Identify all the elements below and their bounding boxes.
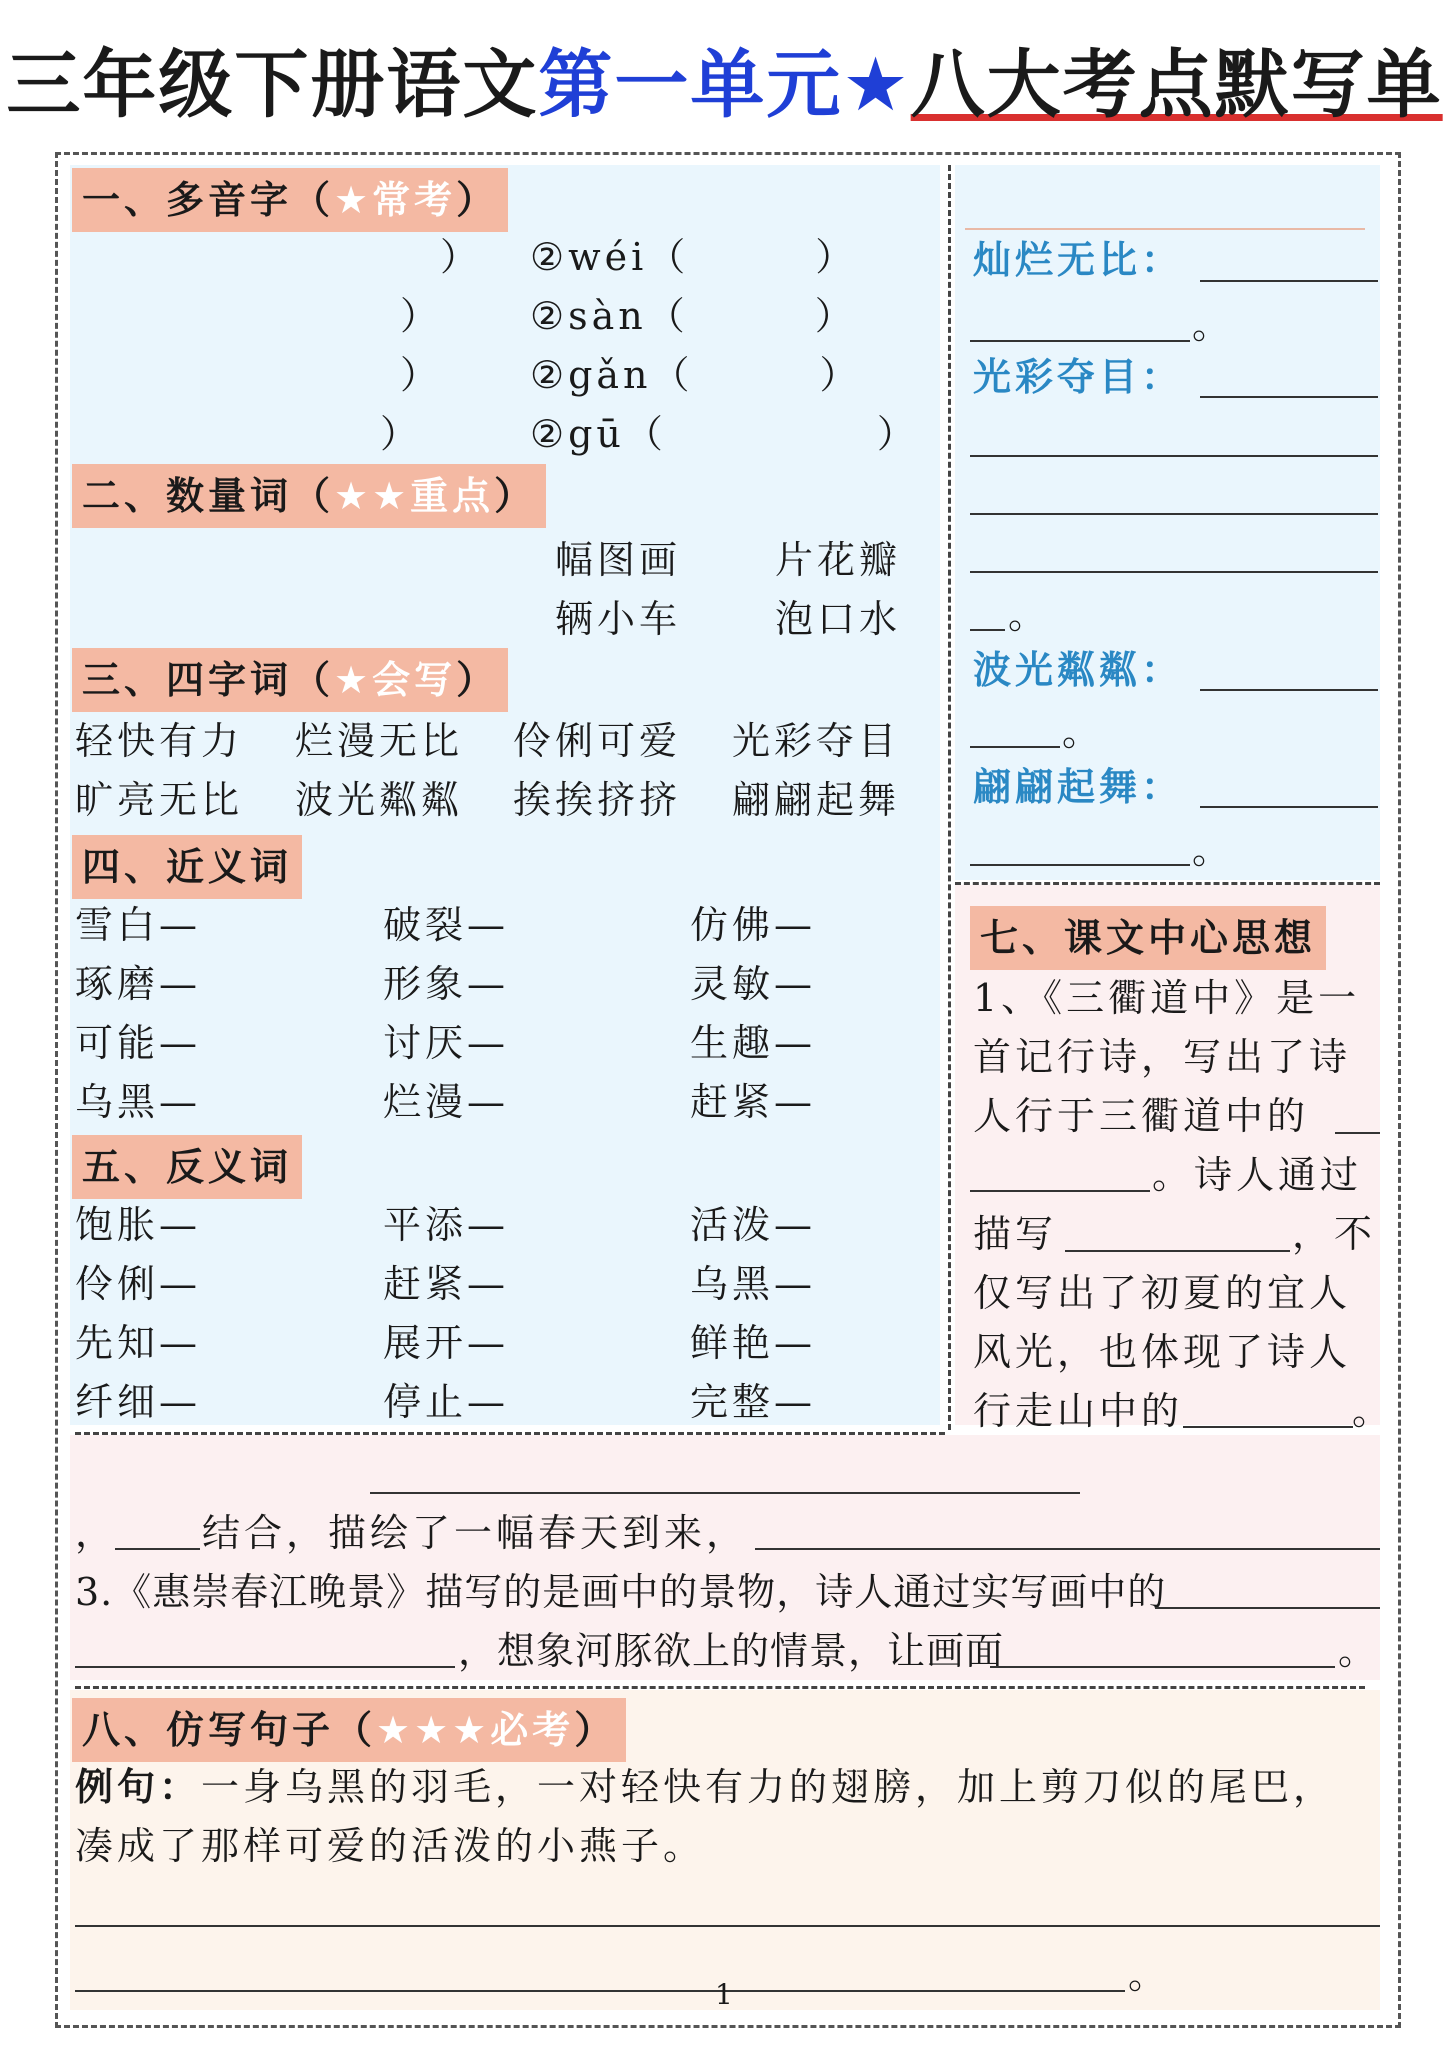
summary-line: 人行于三衢道中的 — [973, 1094, 1310, 1138]
continuation-text: 。 — [1338, 1629, 1381, 1673]
answer-line — [970, 571, 1378, 573]
antonym-item: 纤细— — [75, 1380, 202, 1424]
synonym-item: 讨厌— — [383, 1021, 510, 1065]
summary-line: ，不 — [1292, 1212, 1377, 1256]
synonym-item: 仿佛— — [690, 903, 817, 947]
antonym-item: 完整— — [690, 1380, 817, 1424]
summary-line: 行走山中的 — [973, 1389, 1184, 1433]
synonym-item: 灵敏— — [690, 962, 817, 1006]
synonym-item: 雪白— — [75, 903, 202, 947]
page-number: 1 — [715, 1978, 737, 2011]
answer-line — [970, 629, 1005, 631]
answer-line — [115, 1548, 200, 1550]
blurred-text — [80, 235, 96, 285]
section-3-tag: ★会写 — [334, 658, 457, 702]
answer-line — [1200, 806, 1378, 808]
four-char-word: 伶俐可爱 — [513, 719, 682, 763]
antonym-item: 赶紧— — [383, 1262, 510, 1306]
s1-left-4: ） — [380, 412, 423, 456]
answer-line — [970, 864, 1190, 866]
antonym-item: 活泼— — [690, 1203, 817, 1247]
section-1-heading: 一、多音字（★常考） — [72, 168, 508, 232]
summary-line: 首记行诗，写出了诗 — [973, 1035, 1352, 1079]
right-header-line — [965, 228, 1365, 230]
synonym-item: 赶紧— — [690, 1080, 817, 1124]
s1-left-3: ） — [400, 353, 443, 397]
synonym-item: 乌黑— — [75, 1080, 202, 1124]
section-2-heading: 二、数量词（★★重点） — [72, 464, 546, 528]
continuation-text: 结合，描绘了一幅春天到来， — [202, 1511, 749, 1555]
section-3-heading: 三、四字词（★会写） — [72, 648, 508, 712]
title-part-grade: 三年级下册语文 — [6, 42, 539, 128]
summary-line: 1、《三衢道中》是一 — [973, 976, 1361, 1020]
s1-left-2: ） — [400, 294, 443, 338]
four-char-word: 波光粼粼 — [295, 778, 464, 822]
measure-word-1: 幅图画 — [555, 538, 682, 582]
section-4-heading: 四、近义词 — [72, 835, 302, 899]
summary-line: 仅写出了初夏的宜人 — [973, 1271, 1352, 1315]
antonym-item: 鲜艳— — [690, 1321, 817, 1365]
synonym-item: 琢磨— — [75, 962, 202, 1006]
section-5-heading: 五、反义词 — [72, 1135, 302, 1199]
four-char-word: 烂漫无比 — [295, 719, 464, 763]
answer-line — [990, 1666, 1335, 1668]
antonym-item: 先知— — [75, 1321, 202, 1365]
answer-line — [970, 746, 1060, 748]
synonym-item: 形象— — [383, 962, 510, 1006]
period-mark: 。 — [1192, 303, 1235, 347]
title-part-unit: 第一单元★ — [538, 42, 911, 128]
four-char-word: 旷亮无比 — [75, 778, 244, 822]
answer-line — [75, 1925, 1380, 1927]
answer-line — [1200, 689, 1378, 691]
answer-line — [970, 455, 1378, 457]
section-2-tag: ★★重点 — [334, 474, 495, 518]
section-8-heading: 八、仿写句子（★★★必考） — [72, 1698, 626, 1762]
synonym-item: 可能— — [75, 1021, 202, 1065]
example-sentence-2: 凑成了那样可爱的活泼的小燕子。 — [75, 1824, 706, 1868]
antonym-item: 停止— — [383, 1380, 510, 1424]
answer-line — [1155, 1607, 1380, 1609]
continuation-text: ， — [75, 1511, 118, 1555]
four-char-word: 翩翩起舞 — [732, 778, 901, 822]
measure-word-2: 片花瓣 — [775, 538, 902, 582]
answer-line — [1200, 396, 1378, 398]
column-divider — [948, 165, 951, 1430]
synonym-item: 生趣— — [690, 1021, 817, 1065]
section-7-heading: 七、课文中心思想 — [970, 906, 1326, 970]
answer-line — [755, 1548, 1380, 1550]
s1-right-1: ②wéi（ ） — [530, 235, 858, 279]
title-part-topic: 八大考点默写单 — [910, 42, 1443, 128]
example-label: 例句： — [75, 1764, 202, 1809]
continuation-text: ，想象河豚欲上的情景，让画面 — [458, 1629, 1005, 1673]
antonym-item: 乌黑— — [690, 1262, 817, 1306]
synonym-item: 破裂— — [383, 903, 510, 947]
four-char-word: 轻快有力 — [75, 719, 244, 763]
answer-line — [970, 1190, 1150, 1192]
continuation-text: 3.《惠崇春江晚景》描写的是画中的景物，诗人通过实写画中的 — [75, 1570, 1167, 1614]
s1-right-2: ②sàn（ ） — [530, 294, 857, 338]
s1-right-3: ②gǎn（ ） — [530, 353, 862, 397]
antonym-item: 伶俐— — [75, 1262, 202, 1306]
answer-line — [370, 1492, 1080, 1494]
page-title — [0, 40, 1449, 130]
example-sentence-1: 例句：一身乌黑的羽毛，一对轻快有力的翅膀，加上剪刀似的尾巴， — [75, 1764, 1336, 1809]
s1-left-1: ） — [440, 235, 483, 279]
summary-line: 风光，也体现了诗人 — [973, 1330, 1352, 1374]
antonym-item: 展开— — [383, 1321, 510, 1365]
period-mark: 。 — [1062, 710, 1105, 754]
four-char-word: 光彩夺目 — [732, 719, 901, 763]
phrase-term-1: 灿烂无比： — [973, 238, 1184, 282]
measure-word-4: 泡口水 — [775, 597, 902, 641]
phrase-term-4: 翩翩起舞： — [973, 765, 1184, 809]
answer-line — [1183, 1426, 1353, 1428]
lower-divider — [75, 1686, 1365, 1689]
antonym-item: 平添— — [383, 1203, 510, 1247]
answer-line — [970, 513, 1378, 515]
period-mark: 。 — [1008, 593, 1051, 637]
measure-word-3: 辆小车 — [555, 597, 682, 641]
summary-line: 。 — [1352, 1389, 1395, 1433]
summary-line: 。诗人通过 — [1152, 1153, 1363, 1197]
answer-line — [75, 1666, 455, 1668]
phrase-term-2: 光彩夺目： — [973, 355, 1184, 399]
synonym-item: 烂漫— — [383, 1080, 510, 1124]
section-1-tag: ★常考 — [334, 178, 457, 222]
period-mark: 。 — [1128, 1953, 1171, 1997]
answer-line — [75, 1990, 1125, 1992]
answer-line — [1335, 1132, 1380, 1134]
four-char-word: 挨挨挤挤 — [513, 778, 682, 822]
section-8-tag: ★★★必考 — [376, 1708, 575, 1752]
answer-line — [1065, 1250, 1290, 1252]
answer-line — [970, 340, 1190, 342]
s1-right-4: ②gū（ ） — [530, 412, 919, 456]
phrase-term-3: 波光粼粼： — [973, 648, 1184, 692]
middle-divider — [75, 1432, 945, 1435]
answer-line — [1200, 280, 1378, 282]
summary-line: 描写 — [973, 1212, 1058, 1256]
right-divider — [955, 882, 1380, 885]
antonym-item: 饱胀— — [75, 1203, 202, 1247]
period-mark: 。 — [1192, 828, 1235, 872]
